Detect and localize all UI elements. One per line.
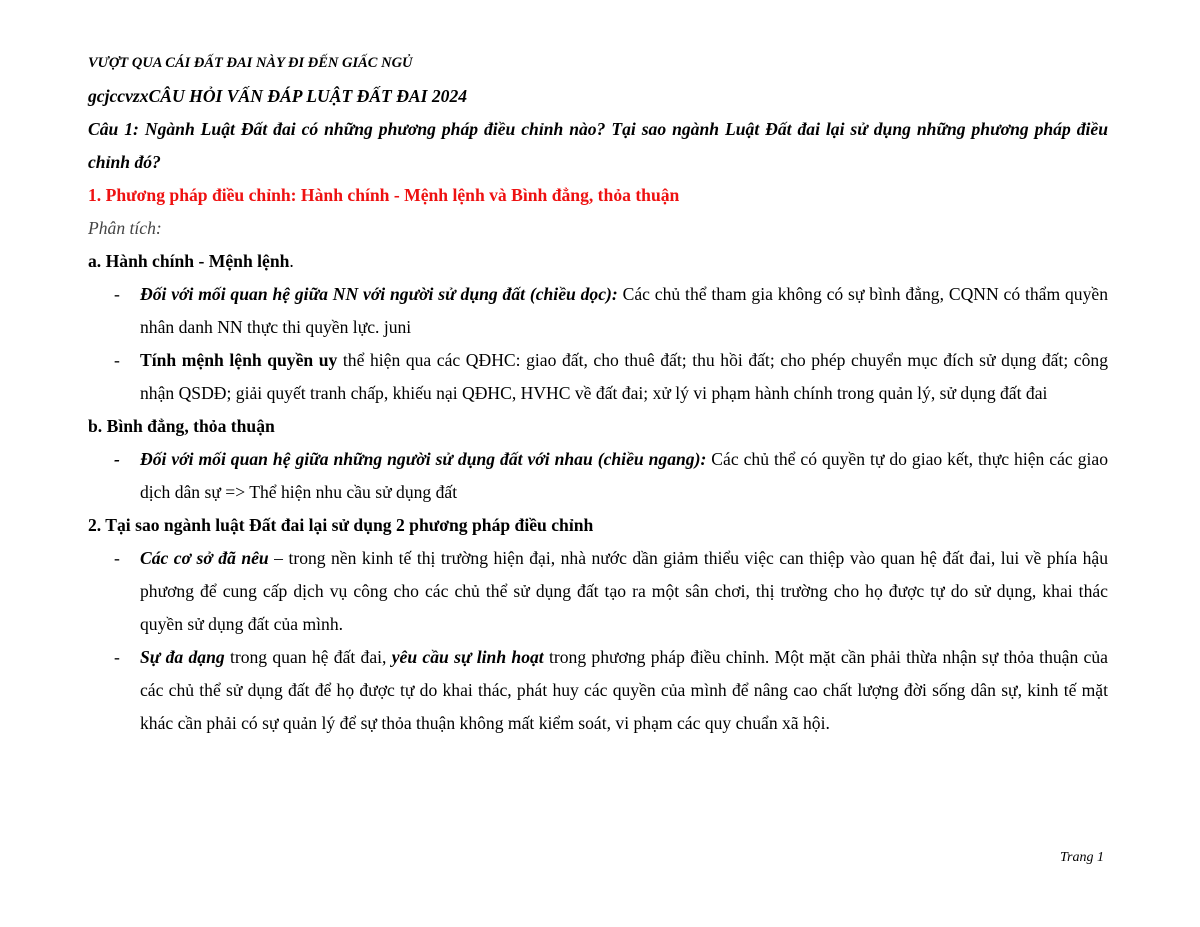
bullet-lead: Sự đa dạng xyxy=(140,647,225,667)
analysis-label: Phân tích: xyxy=(88,218,162,238)
bullet-marker: - xyxy=(114,284,120,304)
bullet-authority xyxy=(88,344,1108,410)
bullet-text: – trong nền kinh tế thị trường hiện đại, nhà nước dần giảm thiểu việc can thiệp vào quan hệ đất đai, lui về phía hậu phương để cung cấp dịch vụ công cho các chủ thể sử dụng đất tạo ra một sân chơi, thị trường cho họ được tự do sử dụng, khai thác quyền sử dụng đất của mình. xyxy=(140,548,1108,634)
bullet-marker: - xyxy=(114,548,120,568)
bullet-horizontal-relation xyxy=(88,443,1108,509)
bullet-lead-2: yêu cầu sự linh hoạt xyxy=(391,647,544,667)
bullet-vertical-relation xyxy=(88,278,1108,344)
bullet-diversity xyxy=(88,641,1108,740)
page-number: Trang 1 xyxy=(1060,850,1104,865)
bullet-marker: - xyxy=(114,350,120,370)
document-title: gcjccvzxCÂU HỎI VẤN ĐÁP LUẬT ĐẤT ĐAI 2024 xyxy=(88,86,468,106)
section1-heading: 1. Phương pháp điều chỉnh: Hành chính - Mệnh lệnh và Bình đẳng, thỏa thuận xyxy=(88,185,680,205)
bullet-text: Các chủ thể tham gia không có sự bình đẳng, CQNN có thẩm quyền nhân danh NN thực thi quyền lực. juni xyxy=(140,284,1109,337)
bullet-marker: - xyxy=(114,449,120,469)
question-text: Câu 1: Ngành Luật Đất đai có những phương pháp điều chỉnh nào? Tại sao ngành Luật Đất đai lại sử dụng những phương pháp điều chỉnh đó? xyxy=(88,119,1108,172)
bullet-lead: Tính mệnh lệnh quyền uy xyxy=(140,350,338,370)
section2-heading: 2. Tại sao ngành luật Đất đai lại sử dụng 2 phương pháp điều chỉnh xyxy=(88,515,594,535)
subsection-a-period: . xyxy=(289,251,294,271)
bullet-lead: Đối với mối quan hệ giữa những người sử dụng đất với nhau (chiều ngang): xyxy=(140,449,707,469)
subsection-b-heading: b. Bình đẳng, thỏa thuận xyxy=(88,416,275,436)
document-body xyxy=(88,50,1108,740)
bullet-mid: trong quan hệ đất đai, xyxy=(224,647,392,667)
bullet-basis xyxy=(88,542,1108,641)
bullet-lead: Các cơ sở đã nêu xyxy=(140,548,269,568)
bullet-lead: Đối với mối quan hệ giữa NN với người sử dụng đất (chiều dọc): xyxy=(140,284,618,304)
bullet-text: thể hiện qua các QĐHC: giao đất, cho thuê đất; thu hồi đất; cho phép chuyển mục đích sử dụng đất; công nhận QSDĐ; giải quyết tranh chấp, khiếu nại QĐHC, HVHC về đất đai; xử lý vi phạm hành chính trong quản lý, sử dụng đất đai xyxy=(140,350,1108,403)
header-line: VƯỢT QUA CÁI ĐẤT ĐAI NÀY ĐI ĐẾN GIẤC NGỦ xyxy=(88,55,413,71)
subsection-a-title: a. Hành chính - Mệnh lệnh xyxy=(88,251,290,271)
bullet-text: trong phương pháp điều chỉnh. Một mặt cần phải thừa nhận sự thỏa thuận của các chủ thể sử dụng đất để họ được tự do khai thác, phát huy các quyền của mình để nâng cao chất lượng đời sống dân sự, kinh tế mặt khác cần phải có sự quản lý để sự thỏa thuận không mất kiểm soát, vi phạm các quy chuẩn xã hội. xyxy=(140,647,1108,733)
subsection-a-heading xyxy=(88,245,1108,278)
bullet-marker: - xyxy=(114,647,120,667)
bullet-text: Các chủ thể có quyền tự do giao kết, thực hiện các giao dịch dân sự => Thể hiện nhu cầu sử dụng đất xyxy=(140,449,1108,502)
